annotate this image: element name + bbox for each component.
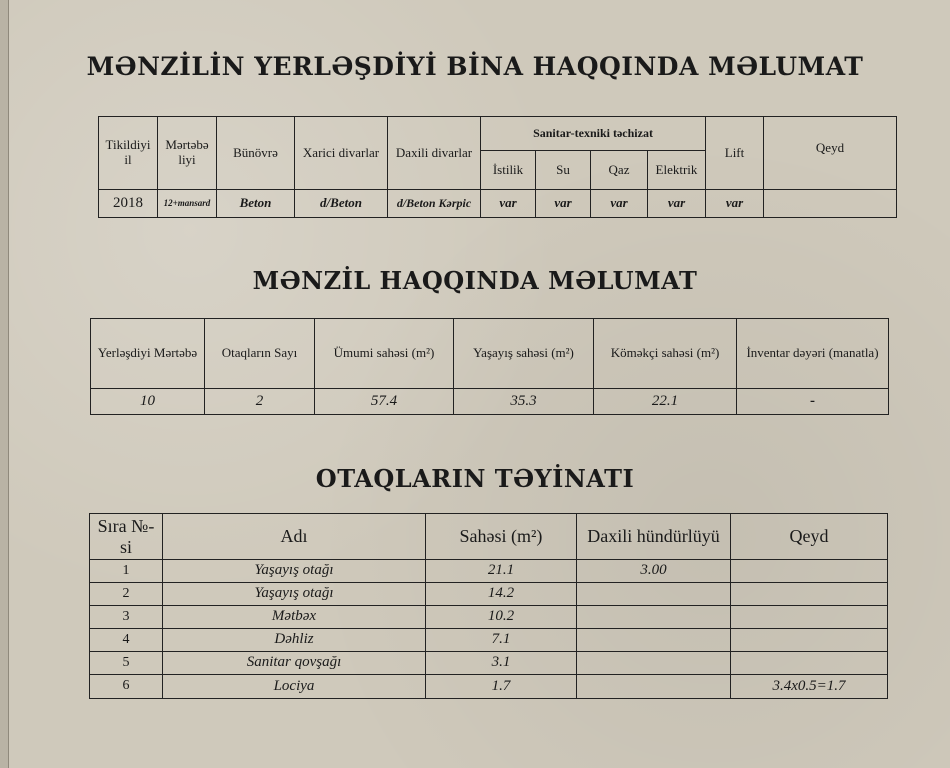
room-name: Mətbəx [163, 606, 426, 629]
room-height [577, 629, 731, 652]
living-area-header: Yaşayış sahəsi (m²) [454, 319, 594, 389]
table-row [90, 583, 888, 606]
col-gas-header: Qaz [591, 151, 648, 190]
room-area: 1.7 [426, 675, 577, 699]
col-year-header: Tikildiyi il [99, 117, 158, 190]
col-foundation-header: Bünövrə [217, 117, 295, 190]
row-number: 5 [90, 652, 163, 675]
floor-value: 10 [91, 389, 205, 415]
total-area-header: Ümumi sahəsi (m²) [315, 319, 454, 389]
rooms-table [89, 513, 888, 699]
building-info-title: MƏNZİLİN YERLƏŞDİYİ BİNA HAQQINDA MƏLUMAT [86, 52, 864, 81]
floor-header: Yerləşdiyi Mərtəbə [91, 319, 205, 389]
room-height-header: Daxili hündürlüyü [577, 514, 731, 560]
room-name: Lociya [163, 675, 426, 699]
table-row [90, 675, 888, 699]
apartment-info-table [90, 318, 889, 415]
row-number: 4 [90, 629, 163, 652]
room-note [731, 606, 888, 629]
room-area-header: Sahəsi (m²) [426, 514, 577, 560]
apartment-info-title: MƏNZİL HAQQINDA MƏLUMAT [252, 266, 698, 295]
building-info-table [98, 116, 897, 218]
lift-value: var [706, 190, 764, 218]
living-area-value: 35.3 [454, 389, 594, 415]
row-number: 6 [90, 675, 163, 699]
total-area-value: 57.4 [315, 389, 454, 415]
room-area: 21.1 [426, 560, 577, 583]
water-value: var [536, 190, 591, 218]
room-height [577, 606, 731, 629]
aux-area-header: Köməkçi sahəsi (m²) [594, 319, 737, 389]
row-number: 1 [90, 560, 163, 583]
note-value [764, 190, 897, 218]
room-note [731, 560, 888, 583]
col-floors-header: Mərtəbə liyi [158, 117, 217, 190]
room-name: Sanitar qovşağı [163, 652, 426, 675]
paper-edge [0, 0, 9, 768]
gas-value: var [591, 190, 648, 218]
year-value: 2018 [99, 190, 158, 218]
col-sanitary-header: Sanitar-texniki təchizat [481, 117, 706, 151]
room-count-value: 2 [205, 389, 315, 415]
rooms-title: OTAQLARIN TƏYİNATI [315, 464, 635, 493]
room-height [577, 675, 731, 699]
foundation-value: Beton [217, 190, 295, 218]
room-height [577, 652, 731, 675]
col-outer-walls-header: Xarici divarlar [295, 117, 388, 190]
table-row [90, 629, 888, 652]
electric-value: var [648, 190, 706, 218]
room-height [577, 583, 731, 606]
room-name: Dəhliz [163, 629, 426, 652]
col-inner-walls-header: Daxili divarlar [388, 117, 481, 190]
col-note-header: Qeyd [764, 117, 897, 190]
floors-value: 12+mansard [158, 190, 217, 218]
room-note-header: Qeyd [731, 514, 888, 560]
inventory-value: - [737, 389, 889, 415]
room-count-header: Otaqların Sayı [205, 319, 315, 389]
outer-walls-value: d/Beton [295, 190, 388, 218]
room-height: 3.00 [577, 560, 731, 583]
room-note: 3.4x0.5=1.7 [731, 675, 888, 699]
room-area: 7.1 [426, 629, 577, 652]
heating-value: var [481, 190, 536, 218]
col-electric-header: Elektrik [648, 151, 706, 190]
row-number-header: Sıra №-si [90, 514, 163, 560]
inventory-value-header: İnventar dəyəri (manatla) [737, 319, 889, 389]
row-number: 2 [90, 583, 163, 606]
row-number: 3 [90, 606, 163, 629]
room-area: 14.2 [426, 583, 577, 606]
room-area: 10.2 [426, 606, 577, 629]
room-note [731, 652, 888, 675]
col-lift-header: Lift [706, 117, 764, 190]
room-area: 3.1 [426, 652, 577, 675]
table-row [90, 560, 888, 583]
col-water-header: Su [536, 151, 591, 190]
room-name-header: Adı [163, 514, 426, 560]
table-row [90, 606, 888, 629]
aux-area-value: 22.1 [594, 389, 737, 415]
room-name: Yaşayış otağı [163, 560, 426, 583]
room-note [731, 583, 888, 606]
col-heating-header: İstilik [481, 151, 536, 190]
inner-walls-value: d/Beton Kərpic [388, 190, 481, 218]
room-note [731, 629, 888, 652]
table-row [90, 652, 888, 675]
room-name: Yaşayış otağı [163, 583, 426, 606]
